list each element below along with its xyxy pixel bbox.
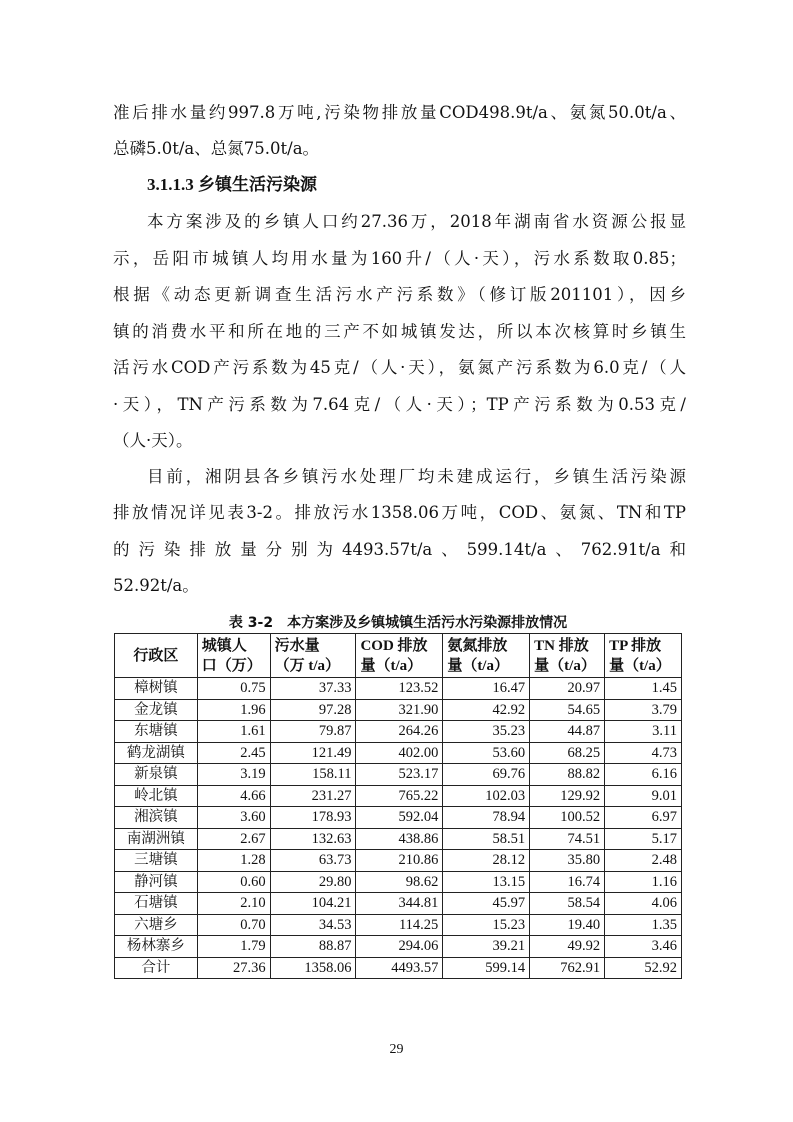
table-caption: 表 3-2 本方案涉及乡镇城镇生活污水污染源排放情况 <box>228 615 568 631</box>
value-cell: 19.40 <box>530 914 605 936</box>
value-cell: 1.45 <box>605 678 682 700</box>
value-cell: 52.92 <box>605 957 682 979</box>
value-cell: 104.21 <box>270 893 356 915</box>
text-line: 总磷5.0t/a、总氮75.0t/a。 <box>113 139 320 158</box>
value-cell: 53.60 <box>443 742 530 764</box>
value-cell: 27.36 <box>197 957 270 979</box>
value-cell: 121.49 <box>270 742 356 764</box>
table-row <box>115 850 682 872</box>
table-row <box>115 678 682 700</box>
value-cell: 16.74 <box>530 871 605 893</box>
value-cell: 1358.06 <box>270 957 356 979</box>
value-cell: 2.45 <box>197 742 270 764</box>
column-header <box>197 634 270 678</box>
table-row <box>115 893 682 915</box>
pollution-table <box>114 633 682 979</box>
value-cell: 4493.57 <box>356 957 443 979</box>
value-cell: 4.73 <box>605 742 682 764</box>
value-cell: 1.35 <box>605 914 682 936</box>
table-row <box>115 936 682 958</box>
value-cell: 98.62 <box>356 871 443 893</box>
value-cell: 3.46 <box>605 936 682 958</box>
header-line: 量（t/a） <box>534 657 596 674</box>
value-cell: 344.81 <box>356 893 443 915</box>
value-cell: 58.54 <box>530 893 605 915</box>
header-line: 氨氮排放 <box>447 637 508 654</box>
value-cell: 3.79 <box>605 699 682 721</box>
column-header <box>530 634 605 678</box>
district-cell: 合计 <box>115 957 198 979</box>
value-cell: 15.23 <box>443 914 530 936</box>
value-cell: 158.11 <box>270 764 356 786</box>
value-cell: 58.51 <box>443 828 530 850</box>
district-cell: 南湖洲镇 <box>115 828 198 850</box>
value-cell: 438.86 <box>356 828 443 850</box>
value-cell: 765.22 <box>356 785 443 807</box>
district-cell: 新泉镇 <box>115 764 198 786</box>
district-cell: 樟树镇 <box>115 678 198 700</box>
district-cell: 三塘镇 <box>115 850 198 872</box>
value-cell: 35.23 <box>443 721 530 743</box>
text-line: 本方案涉及的乡镇人口约27.36万，2018年湖南省水资源公报显 <box>147 212 686 231</box>
value-cell: 1.61 <box>197 721 270 743</box>
value-cell: 39.21 <box>443 936 530 958</box>
table-row <box>115 742 682 764</box>
text-line: 镇的消费水平和所在地的三产不如城镇发达，所以本次核算时乡镇生 <box>113 322 686 341</box>
value-cell: 2.48 <box>605 850 682 872</box>
value-cell: 29.80 <box>270 871 356 893</box>
value-cell: 34.53 <box>270 914 356 936</box>
text-line: 目前，湘阴县各乡镇污水处理厂均未建成运行，乡镇生活污染源 <box>147 467 686 486</box>
value-cell: 20.97 <box>530 678 605 700</box>
table-total-row <box>115 957 682 979</box>
header-line: 行政区 <box>133 647 179 664</box>
table-row <box>115 699 682 721</box>
value-cell: 54.65 <box>530 699 605 721</box>
table-header-row <box>115 634 682 678</box>
value-cell: 129.92 <box>530 785 605 807</box>
district-cell: 东塘镇 <box>115 721 198 743</box>
text-line: 根据《动态更新调查生活污水产污系数》（修订版201101），因乡 <box>113 285 686 304</box>
page-number: 29 <box>389 1042 404 1057</box>
value-cell: 264.26 <box>356 721 443 743</box>
header-line: 量（t/a） <box>609 657 671 674</box>
value-cell: 5.17 <box>605 828 682 850</box>
value-cell: 37.33 <box>270 678 356 700</box>
value-cell: 69.76 <box>443 764 530 786</box>
value-cell: 0.75 <box>197 678 270 700</box>
value-cell: 294.06 <box>356 936 443 958</box>
district-cell: 湘滨镇 <box>115 807 198 829</box>
value-cell: 210.86 <box>356 850 443 872</box>
value-cell: 592.04 <box>356 807 443 829</box>
value-cell: 78.94 <box>443 807 530 829</box>
value-cell: 2.67 <box>197 828 270 850</box>
value-cell: 762.91 <box>530 957 605 979</box>
value-cell: 6.97 <box>605 807 682 829</box>
district-cell: 六塘乡 <box>115 914 198 936</box>
header-line: 量（t/a） <box>447 657 509 674</box>
column-header <box>115 634 198 678</box>
column-header <box>270 634 356 678</box>
table-row <box>115 914 682 936</box>
table-row <box>115 785 682 807</box>
value-cell: 321.90 <box>356 699 443 721</box>
value-cell: 3.60 <box>197 807 270 829</box>
text-line: 的污染排放量分别为4493.57t/a、599.14t/a、762.91t/a和 <box>113 540 686 559</box>
table-row <box>115 807 682 829</box>
district-cell: 静河镇 <box>115 871 198 893</box>
value-cell: 3.11 <box>605 721 682 743</box>
value-cell: 3.19 <box>197 764 270 786</box>
value-cell: 132.63 <box>270 828 356 850</box>
text-line: 准后排水量约997.8万吨,污染物排放量COD498.9t/a、氨氮50.0t/a、 <box>113 103 686 122</box>
value-cell: 42.92 <box>443 699 530 721</box>
value-cell: 35.80 <box>530 850 605 872</box>
text-line: 52.92t/a。 <box>113 576 199 595</box>
text-line: 示，岳阳市城镇人均用水量为160升/（人·天），污水系数取0.85； <box>113 249 686 268</box>
value-cell: 0.70 <box>197 914 270 936</box>
value-cell: 4.06 <box>605 893 682 915</box>
value-cell: 178.93 <box>270 807 356 829</box>
header-line: 污水量 <box>274 637 320 654</box>
value-cell: 97.28 <box>270 699 356 721</box>
text-line: （人·天）。 <box>113 431 193 450</box>
value-cell: 1.79 <box>197 936 270 958</box>
section-heading: 3.1.1.3 乡镇生活污染源 <box>147 175 317 194</box>
text-line: 活污水COD产污系数为45克/（人·天），氨氮产污系数为6.0克/（人 <box>113 358 686 377</box>
value-cell: 9.01 <box>605 785 682 807</box>
value-cell: 123.52 <box>356 678 443 700</box>
value-cell: 523.17 <box>356 764 443 786</box>
header-line: 口（万） <box>201 657 262 674</box>
table-row <box>115 871 682 893</box>
header-line: 量（t/a） <box>360 657 423 674</box>
header-line: 城镇人 <box>201 637 247 654</box>
value-cell: 44.87 <box>530 721 605 743</box>
value-cell: 2.10 <box>197 893 270 915</box>
value-cell: 1.28 <box>197 850 270 872</box>
value-cell: 88.87 <box>270 936 356 958</box>
value-cell: 6.16 <box>605 764 682 786</box>
text-line: ·天），TN产污系数为7.64克/（人·天）；TP产污系数为0.53克/ <box>113 395 686 414</box>
value-cell: 599.14 <box>443 957 530 979</box>
value-cell: 68.25 <box>530 742 605 764</box>
table-row <box>115 828 682 850</box>
value-cell: 79.87 <box>270 721 356 743</box>
column-header <box>443 634 530 678</box>
text-line: 排放情况详见表3-2。排放污水1358.06万吨，COD、氨氮、TN和TP <box>113 503 686 522</box>
header-line: （万 t/a） <box>274 657 341 674</box>
value-cell: 114.25 <box>356 914 443 936</box>
value-cell: 100.52 <box>530 807 605 829</box>
value-cell: 1.96 <box>197 699 270 721</box>
value-cell: 49.92 <box>530 936 605 958</box>
value-cell: 88.82 <box>530 764 605 786</box>
value-cell: 13.15 <box>443 871 530 893</box>
value-cell: 45.97 <box>443 893 530 915</box>
column-header <box>356 634 443 678</box>
district-cell: 杨林寨乡 <box>115 936 198 958</box>
value-cell: 63.73 <box>270 850 356 872</box>
district-cell: 石塘镇 <box>115 893 198 915</box>
value-cell: 74.51 <box>530 828 605 850</box>
value-cell: 4.66 <box>197 785 270 807</box>
value-cell: 402.00 <box>356 742 443 764</box>
value-cell: 1.16 <box>605 871 682 893</box>
district-cell: 岭北镇 <box>115 785 198 807</box>
value-cell: 28.12 <box>443 850 530 872</box>
value-cell: 102.03 <box>443 785 530 807</box>
header-line: TP 排放 <box>609 637 662 654</box>
header-line: COD 排放 <box>360 637 428 654</box>
district-cell: 金龙镇 <box>115 699 198 721</box>
table-row <box>115 764 682 786</box>
column-header <box>605 634 682 678</box>
value-cell: 231.27 <box>270 785 356 807</box>
district-cell: 鹤龙湖镇 <box>115 742 198 764</box>
table-row <box>115 721 682 743</box>
value-cell: 16.47 <box>443 678 530 700</box>
header-line: TN 排放 <box>534 637 589 654</box>
value-cell: 0.60 <box>197 871 270 893</box>
